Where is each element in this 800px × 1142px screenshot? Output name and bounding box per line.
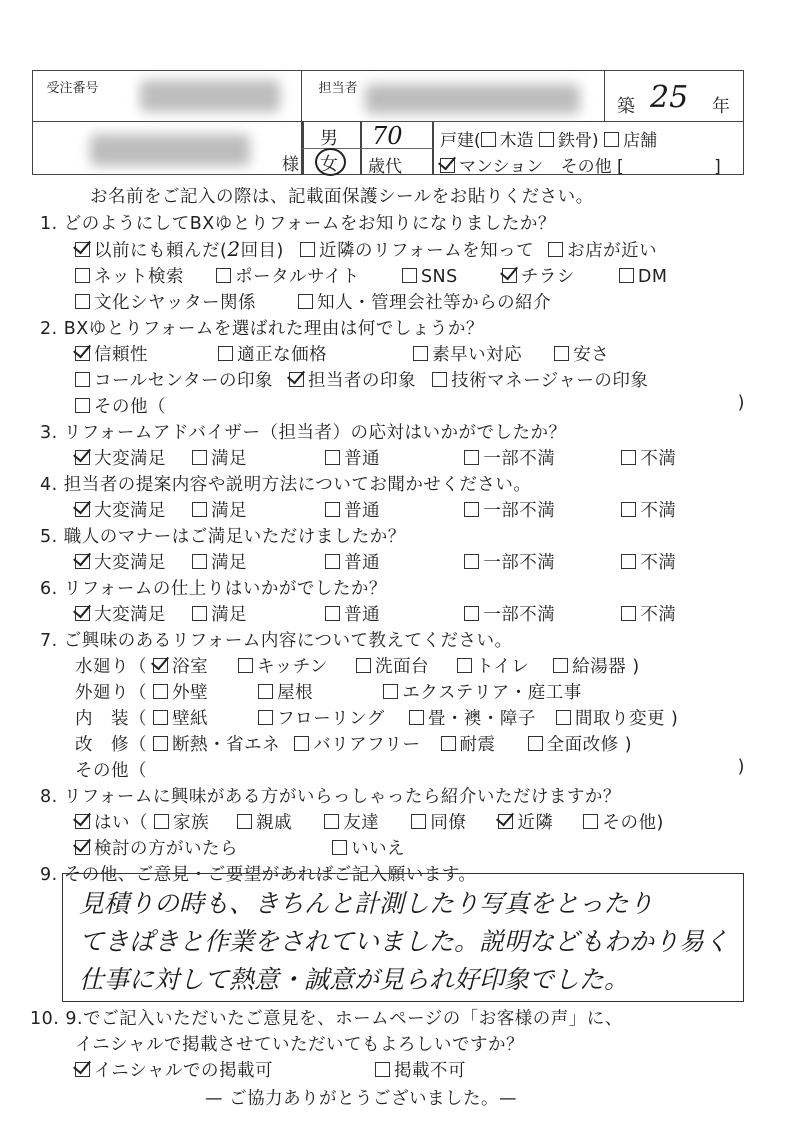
q7-interior-label: 内 装（ <box>75 709 147 729</box>
q8-other-checkbox[interactable] <box>583 814 598 829</box>
q1-sns-checkbox[interactable] <box>402 268 417 283</box>
comment-line-1: 見積りの時も、きちんと計測したり写真をとったり <box>79 889 654 918</box>
q7-barrier-free-label: バリアフリー <box>313 735 421 755</box>
q6-dissatisfied-checkbox[interactable] <box>621 606 636 621</box>
q7-water-close: ) <box>632 657 640 677</box>
q7-kitchen-label: キッチン <box>257 657 328 677</box>
mansion-row <box>440 152 721 177</box>
q1-before-count: 2 <box>227 237 241 261</box>
q7-layout-label: 間取り変更 <box>574 709 665 729</box>
intro-text: お名前をご記入の際は、記載面保護シールをお貼りください。 <box>90 187 594 207</box>
other-type-label: その他 [ <box>560 157 624 177</box>
redacted-customer-name <box>90 134 250 166</box>
q7-heater-label: 給湯器 <box>572 657 627 677</box>
q5-very-satisfied-label: 大変満足 <box>94 553 166 573</box>
q4-very-satisfied-label: 大変満足 <box>94 501 166 521</box>
other-type-close: ] <box>714 157 721 177</box>
q7-other-row <box>75 757 745 782</box>
q3-satisfied-label: 満足 <box>211 449 248 469</box>
q8-yes-label: はい（ <box>94 813 148 833</box>
q7-outer-wall-checkbox[interactable] <box>153 684 168 699</box>
q1-bunka-label: 文化シヤッター関係 <box>94 293 256 313</box>
q2-callcenter-checkbox[interactable] <box>75 372 90 387</box>
q7-tatami-checkbox[interactable] <box>409 710 424 725</box>
q1-net-checkbox[interactable] <box>75 268 90 283</box>
order-number-label: 受注番号 <box>46 80 99 96</box>
q2-other-checkbox[interactable] <box>75 398 90 413</box>
q6-satisfied-label: 満足 <box>211 605 248 625</box>
q8-no-checkbox[interactable] <box>332 840 347 855</box>
male-label: 男 <box>320 128 338 149</box>
q1-before-checkbox[interactable] <box>75 242 90 257</box>
q2-other-label: その他（ <box>94 397 166 417</box>
q8-family-checkbox[interactable] <box>154 814 169 829</box>
q8-yes-checkbox[interactable] <box>75 814 90 829</box>
q3-dissatisfied-label: 不満 <box>640 449 677 469</box>
redacted-order-number <box>140 80 280 112</box>
q8-friend-label: 友達 <box>343 813 380 833</box>
building-age-label: 築 <box>617 96 635 117</box>
q4-partly-checkbox[interactable] <box>464 502 479 517</box>
q7-exterior-garden-label: エクステリア・庭工事 <box>402 683 582 703</box>
q6-dissatisfied-label: 不満 <box>640 605 677 625</box>
q7-kitchen-checkbox[interactable] <box>238 658 253 673</box>
q4-dissatisfied-checkbox[interactable] <box>621 502 636 517</box>
q6-partly-checkbox[interactable] <box>464 606 479 621</box>
q1-portal-label: ポータルサイト <box>235 267 360 287</box>
q7-wallpaper-label: 壁紙 <box>172 709 209 729</box>
building-age-value: 25 <box>650 80 689 115</box>
q8-relative-checkbox[interactable] <box>237 814 252 829</box>
steel-checkbox[interactable] <box>539 132 554 147</box>
q2-price-label: 適正な価格 <box>237 345 328 365</box>
q7-washstand-checkbox[interactable] <box>356 658 371 673</box>
q4-normal-label: 普通 <box>344 501 381 521</box>
q7-washstand-label: 洗面台 <box>375 657 430 677</box>
q6-normal-checkbox[interactable] <box>325 606 340 621</box>
q7-roof-checkbox[interactable] <box>258 684 273 699</box>
shop-label: 店舗 <box>623 131 658 151</box>
q10-title: 10. 9.でご記入いただいたご意見を、ホームページの「お客様の声」に、 <box>30 1009 623 1029</box>
q7-water-row <box>75 653 640 678</box>
age-unit: 歳代 <box>368 157 402 177</box>
q1-bunka-checkbox[interactable] <box>75 294 90 309</box>
q1-row3 <box>75 289 551 314</box>
q7-wallpaper-checkbox[interactable] <box>153 710 168 725</box>
q1-flyer-label: チラシ <box>520 267 575 287</box>
q7-roof-label: 屋根 <box>277 683 314 703</box>
q4-very-satisfied-checkbox[interactable] <box>75 502 90 517</box>
q5-normal-checkbox[interactable] <box>325 554 340 569</box>
q8-family-label: 家族 <box>173 813 210 833</box>
q4-satisfied-label: 満足 <box>211 501 248 521</box>
q8-friend-checkbox[interactable] <box>324 814 339 829</box>
q2-tech-checkbox[interactable] <box>432 372 447 387</box>
q8-colleague-checkbox[interactable] <box>411 814 426 829</box>
q7-water-label: 水廻り（ <box>75 657 147 677</box>
q3-dissatisfied-checkbox[interactable] <box>621 450 636 465</box>
q7-tatami-label: 畳・襖・障子 <box>427 709 536 729</box>
q9-title: 9. その他、ご意見・ご要望があればご記入願います。 <box>40 865 477 885</box>
q3-normal-label: 普通 <box>344 449 381 469</box>
q3-normal-checkbox[interactable] <box>325 450 340 465</box>
q4-partly-label: 一部不満 <box>483 501 556 521</box>
footer-thanks: — ご協力ありがとうございました。— <box>205 1089 518 1109</box>
q5-normal-label: 普通 <box>344 553 381 573</box>
q7-insulation-checkbox[interactable] <box>153 736 168 751</box>
comment-line-2: てきぱきと作業をされていました。説明などもわかり易く <box>79 927 730 956</box>
q2-title: 2. BXゆとりフォームを選ばれた理由は何でしょうか？ <box>40 319 484 339</box>
q7-full-label: 全面改修 <box>546 735 619 755</box>
q4-title: 4. 担当者の提案内容や説明方法についてお聞かせください。 <box>40 475 532 495</box>
comment-line-3: 仕事に対して熱意・誠意が見られ好印象でした。 <box>79 965 630 994</box>
q7-heater-checkbox[interactable] <box>553 658 568 673</box>
q10-ok-checkbox[interactable] <box>75 1062 90 1077</box>
steel-label: 鉄骨) <box>558 131 599 151</box>
q1-near-shop-checkbox[interactable] <box>548 242 563 257</box>
q3-satisfied-checkbox[interactable] <box>192 450 207 465</box>
q5-satisfied-label: 満足 <box>211 553 248 573</box>
q5-title: 5. 職人のマナーはご満足いただけましたか？ <box>40 527 406 547</box>
q6-very-satisfied-label: 大変満足 <box>94 605 166 625</box>
q2-callcenter-label: コールセンターの印象 <box>94 371 273 391</box>
q1-portal-checkbox[interactable] <box>216 268 231 283</box>
q5-dissatisfied-label: 不満 <box>640 553 677 573</box>
q7-exterior-label: 外廻り（ <box>75 683 147 703</box>
q6-satisfied-checkbox[interactable] <box>192 606 207 621</box>
q7-earthquake-checkbox[interactable] <box>441 736 456 751</box>
q2-staff-checkbox[interactable] <box>289 372 304 387</box>
q1-dm-label: DM <box>637 267 668 287</box>
q6-very-satisfied-checkbox[interactable] <box>75 606 90 621</box>
q8-neighbor-label: 近隣 <box>517 813 554 833</box>
q4-satisfied-checkbox[interactable] <box>192 502 207 517</box>
q1-sns-label: SNS <box>420 267 458 287</box>
q5-partly-checkbox[interactable] <box>464 554 479 569</box>
q3-very-satisfied-label: 大変満足 <box>94 449 166 469</box>
mansion-checkbox[interactable] <box>440 158 455 173</box>
q7-renovation-row <box>75 731 632 756</box>
q7-renovation-label: 改 修（ <box>75 735 147 755</box>
q8-consider-checkbox[interactable] <box>75 840 90 855</box>
q7-layout-checkbox[interactable] <box>556 710 571 725</box>
q7-toilet-checkbox[interactable] <box>457 658 472 673</box>
person-label: 担当者 <box>318 80 358 96</box>
q6-title: 6. リフォームの仕上りはいかがでしたか？ <box>40 579 387 599</box>
q3-very-satisfied-checkbox[interactable] <box>75 450 90 465</box>
comment-box[interactable] <box>62 873 744 1002</box>
q8-no-label: いいえ <box>351 839 406 859</box>
q7-barrier-free-checkbox[interactable] <box>294 736 309 751</box>
female-circle-mark <box>315 148 346 176</box>
q3-scale <box>75 445 676 470</box>
q7-toilet-label: トイレ <box>476 657 530 677</box>
age-value: 70 <box>372 122 403 150</box>
mansion-label: マンション <box>459 157 544 177</box>
q7-bath-label: 浴室 <box>172 657 209 677</box>
q1-before-suffix: 回目) <box>240 241 284 261</box>
q7-flooring-label: フローリング <box>277 709 385 729</box>
q1-title: 1. どのようにしてBXゆとりフォームをお知りになりましたか？ <box>40 214 556 234</box>
q2-trust-checkbox[interactable] <box>75 346 90 361</box>
q8-yes-row <box>75 809 664 834</box>
q1-net-label: ネット検索 <box>94 267 184 287</box>
q6-normal-label: 普通 <box>344 605 381 625</box>
q10-title-2: イニシャルで掲載させていただいてもよろしいですか？ <box>75 1035 524 1055</box>
q10-ng-label: 掲載不可 <box>394 1061 467 1081</box>
q1-friend-checkbox[interactable] <box>298 294 313 309</box>
q3-partly-label: 一部不満 <box>483 449 556 469</box>
q1-flyer-checkbox[interactable] <box>502 268 517 283</box>
q5-satisfied-checkbox[interactable] <box>192 554 207 569</box>
wood-label: 木造 <box>499 131 534 151</box>
q2-row2 <box>75 367 648 392</box>
q5-scale <box>75 549 676 574</box>
q5-very-satisfied-checkbox[interactable] <box>75 554 90 569</box>
wood-checkbox[interactable] <box>481 132 496 147</box>
q2-speed-checkbox[interactable] <box>413 346 428 361</box>
building-age-unit: 年 <box>712 96 730 117</box>
q8-consider-row <box>75 835 405 860</box>
q2-trust-label: 信頼性 <box>94 345 148 365</box>
q1-near-shop-label: お店が近い <box>567 241 658 261</box>
q4-scale <box>75 497 676 522</box>
q2-tech-label: 技術マネージャーの印象 <box>451 371 649 391</box>
q7-other-label: その他（ <box>75 761 147 781</box>
q1-dm-checkbox[interactable] <box>619 268 634 283</box>
q7-renovation-close: ) <box>624 735 633 755</box>
q10-options <box>75 1057 466 1082</box>
q8-other-label: その他) <box>602 813 664 833</box>
q7-title: 7. ご興味のあるリフォーム内容について教えてください。 <box>40 631 513 651</box>
q1-friend-label: 知人・管理会社等からの紹介 <box>317 293 552 313</box>
q1-row2 <box>75 263 667 288</box>
q1-neighbor-label: 近隣のリフォームを知って <box>318 241 535 261</box>
q1-neighbor-checkbox[interactable] <box>300 242 315 257</box>
q7-insulation-label: 断熱・省エネ <box>172 735 281 755</box>
q10-ok-label: イニシャルでの掲載可 <box>94 1061 273 1081</box>
q7-interior-close: ) <box>671 709 679 729</box>
q2-row3 <box>75 393 745 418</box>
q3-title: 3. リフォームアドバイザー（担当者）の応対はいかがでしたか？ <box>40 423 567 443</box>
house-type-row <box>440 126 657 151</box>
q7-earthquake-label: 耐震 <box>459 735 496 755</box>
q6-scale <box>75 601 676 626</box>
q4-normal-checkbox[interactable] <box>325 502 340 517</box>
q2-speed-label: 素早い対応 <box>432 345 523 365</box>
q4-dissatisfied-label: 不満 <box>640 501 677 521</box>
q7-exterior-garden-checkbox[interactable] <box>383 684 398 699</box>
shop-checkbox[interactable] <box>604 132 619 147</box>
q7-other-close: ) <box>737 757 745 777</box>
q3-partly-checkbox[interactable] <box>464 450 479 465</box>
q7-exterior-row <box>75 679 582 704</box>
honorific: 様 <box>282 155 299 175</box>
q8-neighbor-checkbox[interactable] <box>498 814 513 829</box>
female-label: 女 <box>320 154 338 175</box>
q5-dissatisfied-checkbox[interactable] <box>621 554 636 569</box>
q8-relative-label: 親戚 <box>256 813 293 833</box>
q5-partly-label: 一部不満 <box>483 553 556 573</box>
q8-title: 8. リフォームに興味がある方がいらっしゃったら紹介いただけますか？ <box>40 787 621 807</box>
q7-interior-row <box>75 705 678 730</box>
q2-row1 <box>75 341 609 366</box>
q2-staff-label: 担当者の印象 <box>308 371 417 391</box>
q7-bath-checkbox[interactable] <box>153 658 168 673</box>
redacted-person <box>365 84 580 114</box>
q7-full-checkbox[interactable] <box>528 736 543 751</box>
q2-cheap-checkbox[interactable] <box>554 346 569 361</box>
q8-colleague-label: 同僚 <box>430 813 467 833</box>
q1-before-label: 以前にも頼んだ( <box>94 241 228 261</box>
q10-ng-checkbox[interactable] <box>375 1062 390 1077</box>
house-type-label: 戸建( <box>440 131 481 151</box>
q2-price-checkbox[interactable] <box>218 346 233 361</box>
q7-outer-wall-label: 外壁 <box>172 683 209 703</box>
q2-cheap-label: 安さ <box>573 345 610 365</box>
q7-flooring-checkbox[interactable] <box>258 710 273 725</box>
q2-other-close: ) <box>737 393 745 413</box>
q6-partly-label: 一部不満 <box>483 605 556 625</box>
q8-consider-label: 検討の方がいたら <box>94 839 238 859</box>
q1-row1 <box>75 237 657 262</box>
